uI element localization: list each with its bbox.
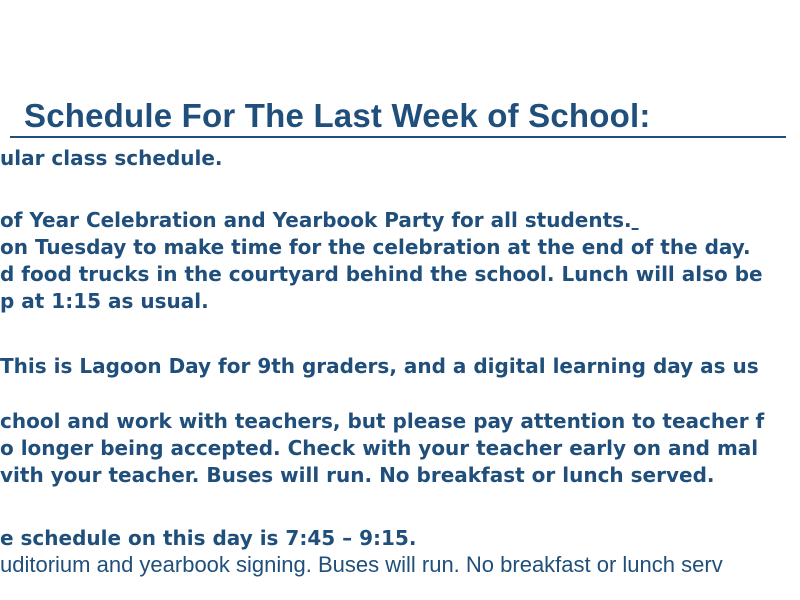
- schedule-line: ular class schedule.: [0, 146, 223, 170]
- page-title: Schedule For The Last Week of School:: [24, 97, 651, 134]
- trailing-underscore: [632, 208, 639, 232]
- schedule-line: [0, 207, 639, 233]
- schedule-line: d food trucks in the courtyard behind the school. Lunch will also be: [0, 262, 763, 286]
- schedule-line: chool and work with teachers, but please pay attention to teacher f: [0, 409, 765, 433]
- schedule-line: o longer being accepted. Check with your teacher early on and mal: [0, 436, 759, 460]
- schedule-line: on Tuesday to make time for the celebration at the end of the day.: [0, 235, 751, 259]
- schedule-line: p at 1:15 as usual.: [0, 289, 209, 313]
- schedule-line: e schedule on this day is 7:45 – 9:15.: [0, 526, 417, 550]
- schedule-line-text: of Year Celebration and Yearbook Party for all students.: [0, 208, 632, 232]
- title-underline: [10, 94, 786, 138]
- schedule-line: uditorium and yearbook signing. Buses will run. No breakfast or lunch serv: [0, 552, 723, 577]
- schedule-line: vith your teacher. Buses will run. No breakfast or lunch served.: [0, 463, 715, 487]
- schedule-line: This is Lagoon Day for 9th graders, and a digital learning day as us: [0, 354, 759, 378]
